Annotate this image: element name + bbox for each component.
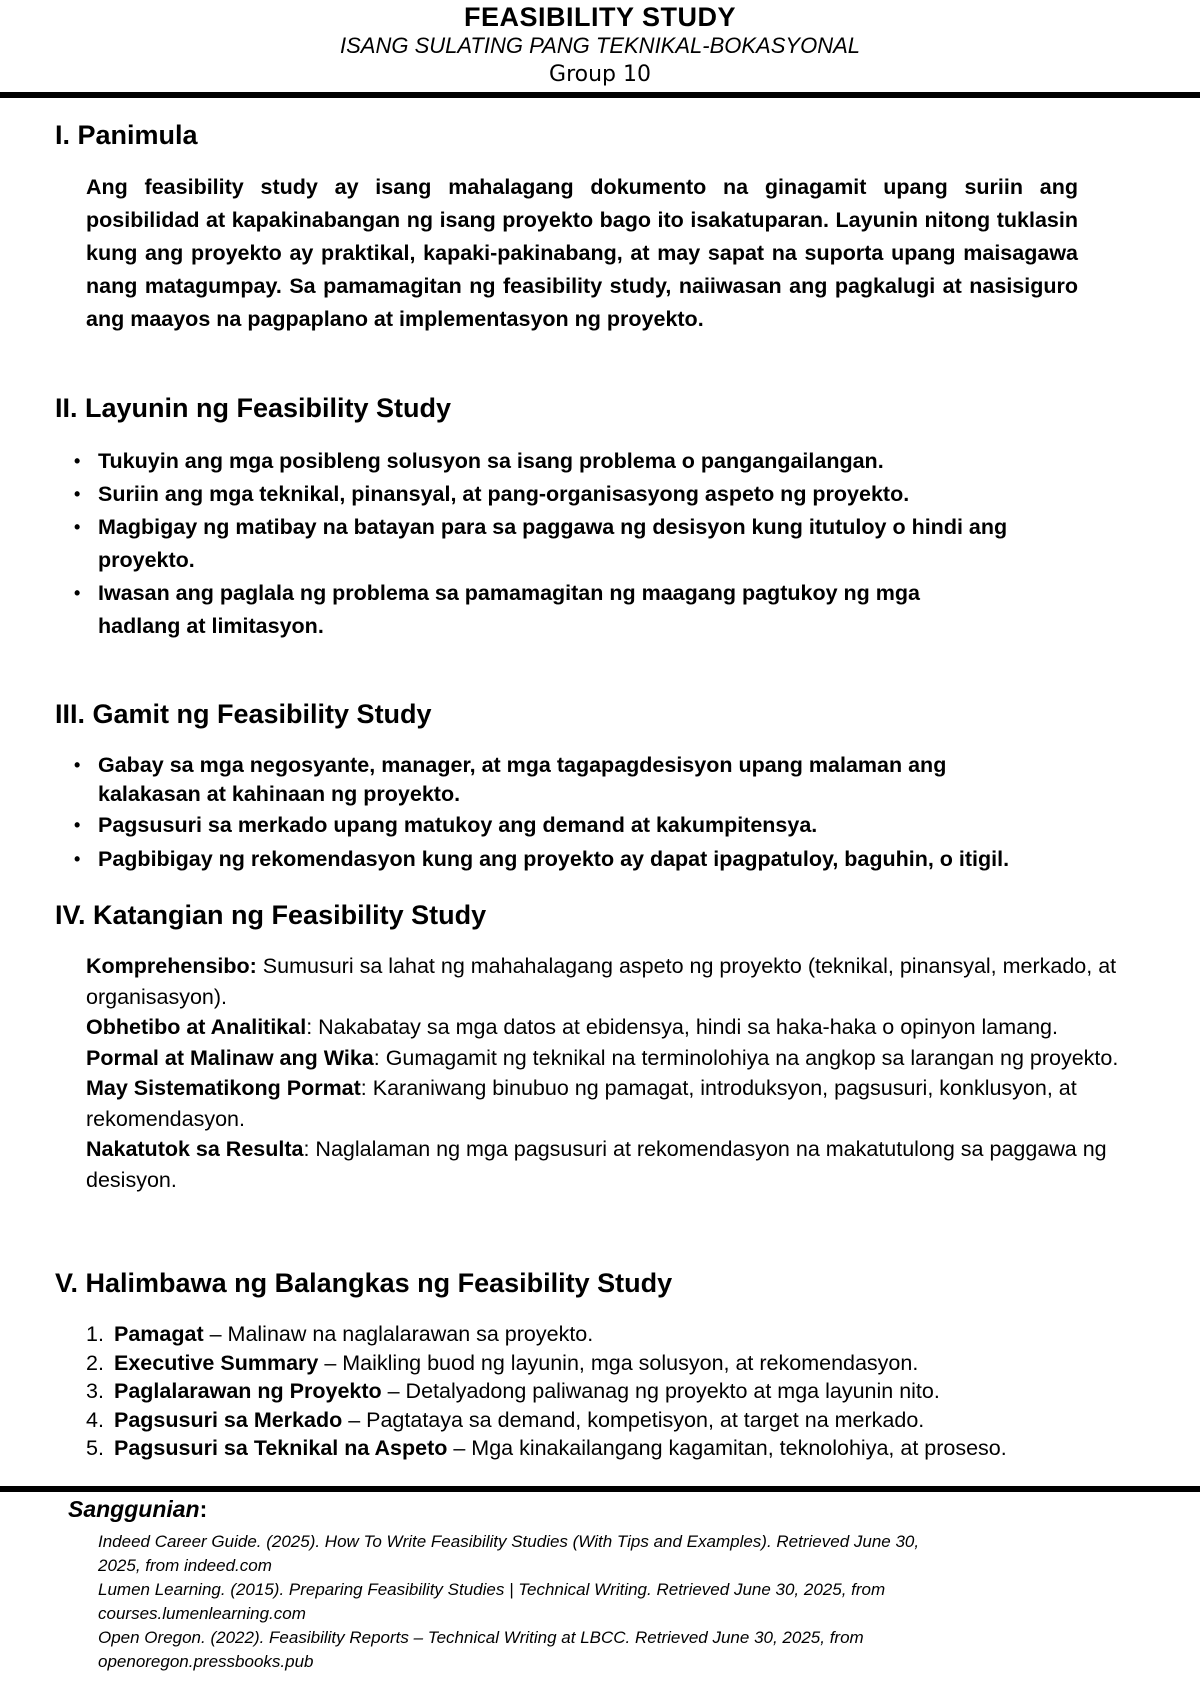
trait-desc: : Naglalaman ng mga pagsusuri at rekomendasyon na makatutulong sa paggawa ng desisyon. [86, 1137, 1107, 1192]
list-item [86, 1320, 1186, 1349]
item-desc: – Pagtataya sa demand, kompetisyon, at target na merkado. [342, 1407, 925, 1432]
trait-term: Nakatutok sa Resulta [86, 1137, 304, 1161]
trait-item [86, 1012, 1126, 1043]
item-term: Paglalarawan ng Proyekto [114, 1379, 382, 1403]
document-header [0, 0, 1200, 90]
item-number: 5. [86, 1436, 104, 1460]
list-item [86, 1406, 1186, 1435]
item-term: Pagsusuri sa Merkado [114, 1407, 343, 1432]
balangkas-list [86, 1320, 1186, 1463]
list-item [86, 1377, 1186, 1406]
footer-divider [0, 1486, 1200, 1492]
list-item [86, 1349, 1186, 1378]
reference-item: Lumen Learning. (2015). Preparing Feasibility Studies | Technical Writing. Retrieved June 30, 2025, from courses.lumenlearning.com [98, 1580, 886, 1623]
trait-item [86, 1134, 1126, 1195]
item-term: Pagsusuri sa Teknikal na Aspeto [114, 1436, 448, 1460]
trait-term: Pormal at Malinaw ang Wika [86, 1045, 374, 1070]
item-number: 2. [86, 1350, 104, 1375]
list-item: • Tukuyin ang mga posibleng solusyon sa isang problema o pangangailangan. [58, 445, 1018, 478]
reference-item: Open Oregon. (2022). Feasibility Reports – Technical Writing at LBCC. Retrieved June 30, 2025, from openoregon.pressbooks.pub [98, 1628, 864, 1671]
list-item: • Magbigay ng matibay na batayan para sa paggawa ng desisyon kung itutuloy o hindi ang proyekto. [58, 511, 1018, 577]
item-number: 4. [86, 1407, 104, 1432]
section-heading-katangian: IV. Katangian ng Feasibility Study [55, 900, 487, 930]
trait-item [86, 1073, 1126, 1134]
item-desc: – Malinaw na naglalarawan sa proyekto. [203, 1322, 594, 1346]
list-item: • Suriin ang mga teknikal, pinansyal, at pang-organisasyong aspeto ng proyekto. [58, 478, 988, 511]
trait-item [86, 1043, 1126, 1074]
trait-term: Komprehensibo: [86, 954, 257, 978]
trait-desc: Sumusuri sa lahat ng mahahalagang aspeto ng proyekto (teknikal, pinansyal, merkado, at organisasyon). [86, 954, 1117, 1009]
references-title-text: Sanggunian [68, 1496, 200, 1522]
layunin-list [58, 445, 1018, 643]
section-heading-layunin: II. Layunin ng Feasibility Study [55, 393, 452, 423]
item-term: Executive Summary [114, 1350, 319, 1375]
item-desc: – Mga kinakailangang kagamitan, teknolohiya, at proseso. [447, 1436, 1007, 1460]
trait-desc: : Karaniwang binubuo ng pamagat, introduksyon, pagsusuri, konklusyon, at rekomendasyon. [86, 1076, 1077, 1131]
document-subtitle: ISANG SULATING PANG TEKNIKAL-BOKASYONAL [340, 33, 860, 58]
list-item: • Pagbibigay ng rekomendasyon kung ang proyekto ay dapat ipagpatuloy, baguhin, o itigil. [58, 845, 1158, 874]
references-title [68, 1496, 207, 1523]
item-desc: – Detalyadong paliwanag ng proyekto at mga layunin nito. [381, 1379, 940, 1403]
list-item: • Iwasan ang paglala ng problema sa pamamagitan ng maagang pagtukoy ng mga hadlang at limitasyon. [58, 577, 1008, 643]
list-item: • Gabay sa mga negosyante, manager, at mga tagapagdesisyon upang malaman ang kalakasan at kahinaan ng proyekto. [58, 751, 998, 809]
reference-item: Indeed Career Guide. (2025). How To Write Feasibility Studies (With Tips and Examples). Retrieved June 30, 2025, from indeed.com [98, 1532, 920, 1575]
section-heading-panimula: I. Panimula [55, 120, 198, 150]
references-list [98, 1530, 958, 1674]
trait-term: Obhetibo at Analitikal [86, 1015, 307, 1039]
document-title: FEASIBILITY STUDY [463, 2, 737, 32]
trait-desc: : Nakabatay sa mga datos at ebidensya, hindi sa haka-haka o opinyon lamang. [306, 1015, 1058, 1039]
section-heading-balangkas: V. Halimbawa ng Balangkas ng Feasibility Study [55, 1268, 673, 1298]
trait-item [86, 951, 1126, 1012]
header-divider [0, 92, 1200, 98]
references-title-colon: : [199, 1496, 208, 1522]
list-item: • Pagsusuri sa merkado upang matukoy ang demand at kakumpitensya. [58, 811, 1158, 840]
group-label: Group 10 [549, 62, 651, 87]
list-item [86, 1434, 1186, 1463]
item-number: 3. [86, 1379, 104, 1403]
section-heading-gamit: III. Gamit ng Feasibility Study [55, 699, 432, 729]
trait-term: May Sistematikong Pormat [86, 1076, 361, 1100]
item-term: Pamagat [114, 1322, 204, 1346]
gamit-list [58, 751, 1158, 874]
katangian-list [86, 951, 1126, 1195]
trait-desc: : Gumagamit ng teknikal na terminolohiya na angkop sa larangan ng proyekto. [373, 1045, 1119, 1070]
item-desc: – Maikling buod ng layunin, mga solusyon, at rekomendasyon. [318, 1350, 919, 1375]
item-number: 1. [86, 1322, 104, 1346]
section-body-panimula: Ang feasibility study ay isang mahalagang dokumento na ginagamit upang suriin ang posibilidad at kapakinabangan ng isang proyekto bago ito isakatuparan. Layunin nitong tuklasin kung ang proyekto ay praktikal, kapaki-pakinabang, at may sapat na suporta upang maisagawa nang matagumpay. Sa pamamagitan ng feasibility study, naiiwasan ang pagkalugi at nasisiguro ang maayos na pagpaplano at implementasyon ng proyekto. [86, 175, 1078, 331]
